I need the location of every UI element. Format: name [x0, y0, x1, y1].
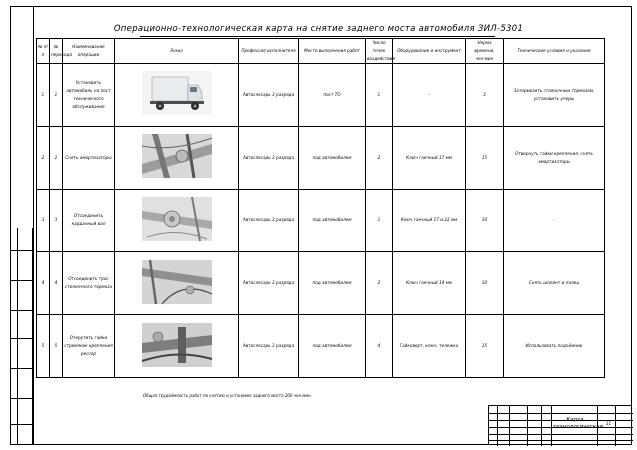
operation-name: Установить автомобиль на пост технического обслуживания — [63, 63, 115, 126]
work-place: под автомобилем — [299, 126, 366, 189]
step-number: 2 — [50, 126, 63, 189]
cardan-shaft-photo — [142, 197, 212, 241]
operation-name: Снять амортизаторы — [63, 126, 115, 189]
work-place: пост ТО — [299, 63, 366, 126]
points-count: 4 — [366, 315, 393, 378]
operation-name: Отсоединить карданный вал — [63, 189, 115, 252]
table-row — [37, 63, 605, 126]
equipment: – — [393, 63, 466, 126]
header-cell: Число точек воздействия — [366, 39, 393, 64]
header-cell: Место выполнения работ — [299, 39, 366, 64]
spring-mount-photo — [142, 323, 212, 367]
header-cell: Норма времени, чел·мин — [466, 39, 504, 64]
work-place: под автомобилем — [299, 315, 366, 378]
header-cell: Профессия исполнителя — [239, 39, 299, 64]
points-count: 2 — [366, 126, 393, 189]
points-count: 1 — [366, 63, 393, 126]
step-number: 3 — [50, 189, 63, 252]
profession: Автослесарь 3 разряда — [239, 63, 299, 126]
technical-notes: Отвернуть гайки крепления, снять амортизаторы — [504, 126, 605, 189]
truck-photo — [142, 71, 212, 115]
points-count: 1 — [366, 189, 393, 252]
header-cell: Оборудование и инструмент — [393, 39, 466, 64]
sketch-cell — [115, 315, 239, 378]
profession: Автослесарь 3 разряда — [239, 315, 299, 378]
sketch-cell — [115, 63, 239, 126]
sheet-number: 11 — [606, 421, 612, 426]
row-number: 3 — [37, 189, 50, 252]
equipment: Ключ гаечный 17 и 22 мм — [393, 189, 466, 252]
profession: Автослесарь 3 разряда — [239, 252, 299, 315]
parking-brake-photo — [142, 260, 212, 304]
operation-name: Открутить гайки стремянок крепления рессор — [63, 315, 115, 378]
table-header-row — [37, 39, 605, 64]
technical-notes: Использовать подъёмник — [504, 315, 605, 378]
time-norm: 10 — [466, 189, 504, 252]
sketch-cell — [115, 189, 239, 252]
step-number: 1 — [50, 63, 63, 126]
profession: Автослесарь 3 разряда — [239, 189, 299, 252]
header-cell: № п/п — [37, 39, 50, 64]
table-row — [37, 126, 605, 189]
operation-name: Отсоединить трос стояночного тормоза — [63, 252, 115, 315]
time-norm: 15 — [466, 315, 504, 378]
equipment: Ключ гаечный 14 мм — [393, 252, 466, 315]
binding-stamp — [10, 228, 33, 445]
step-number: 4 — [50, 252, 63, 315]
table-row — [37, 315, 605, 378]
table-row — [37, 189, 605, 252]
header-cell: № перехода — [50, 39, 63, 64]
document-type-label: Карта технологическая — [553, 417, 603, 430]
row-number: 1 — [37, 63, 50, 126]
equipment: Гайковерт, ключ, тележка — [393, 315, 466, 378]
technical-notes: Снять шплинт и палец — [504, 252, 605, 315]
total-labor-note: Общая трудоёмкость работ по снятию и установке заднего моста 200 чел.мин. — [143, 393, 312, 398]
shock-absorber-photo — [142, 134, 212, 178]
page-title: Операционно-технологическая карта на снятие заднего моста автомобиля ЗИЛ-5301 — [113, 24, 524, 34]
row-number: 4 — [37, 252, 50, 315]
points-count: 2 — [366, 252, 393, 315]
step-number: 5 — [50, 315, 63, 378]
row-number: 2 — [37, 126, 50, 189]
work-place: под автомобилем — [299, 189, 366, 252]
operation-table — [36, 38, 605, 378]
equipment: Ключ гаечный 17 мм — [393, 126, 466, 189]
sketch-cell — [115, 126, 239, 189]
time-norm: 10 — [466, 252, 504, 315]
row-number: 5 — [37, 315, 50, 378]
table-row — [37, 252, 605, 315]
time-norm: 3 — [466, 63, 504, 126]
header-cell: Технические условия и указания — [504, 39, 605, 64]
profession: Автослесарь 3 разряда — [239, 126, 299, 189]
work-place: под автомобилем — [299, 252, 366, 315]
header-cell: Эскиз — [115, 39, 239, 64]
title-underline — [140, 36, 495, 37]
header-cell: Наименование операции — [63, 39, 115, 64]
time-norm: 15 — [466, 126, 504, 189]
technical-notes: Затормозить стояночным тормозом, установить упоры — [504, 63, 605, 126]
technical-notes: – — [504, 189, 605, 252]
sketch-cell — [115, 252, 239, 315]
